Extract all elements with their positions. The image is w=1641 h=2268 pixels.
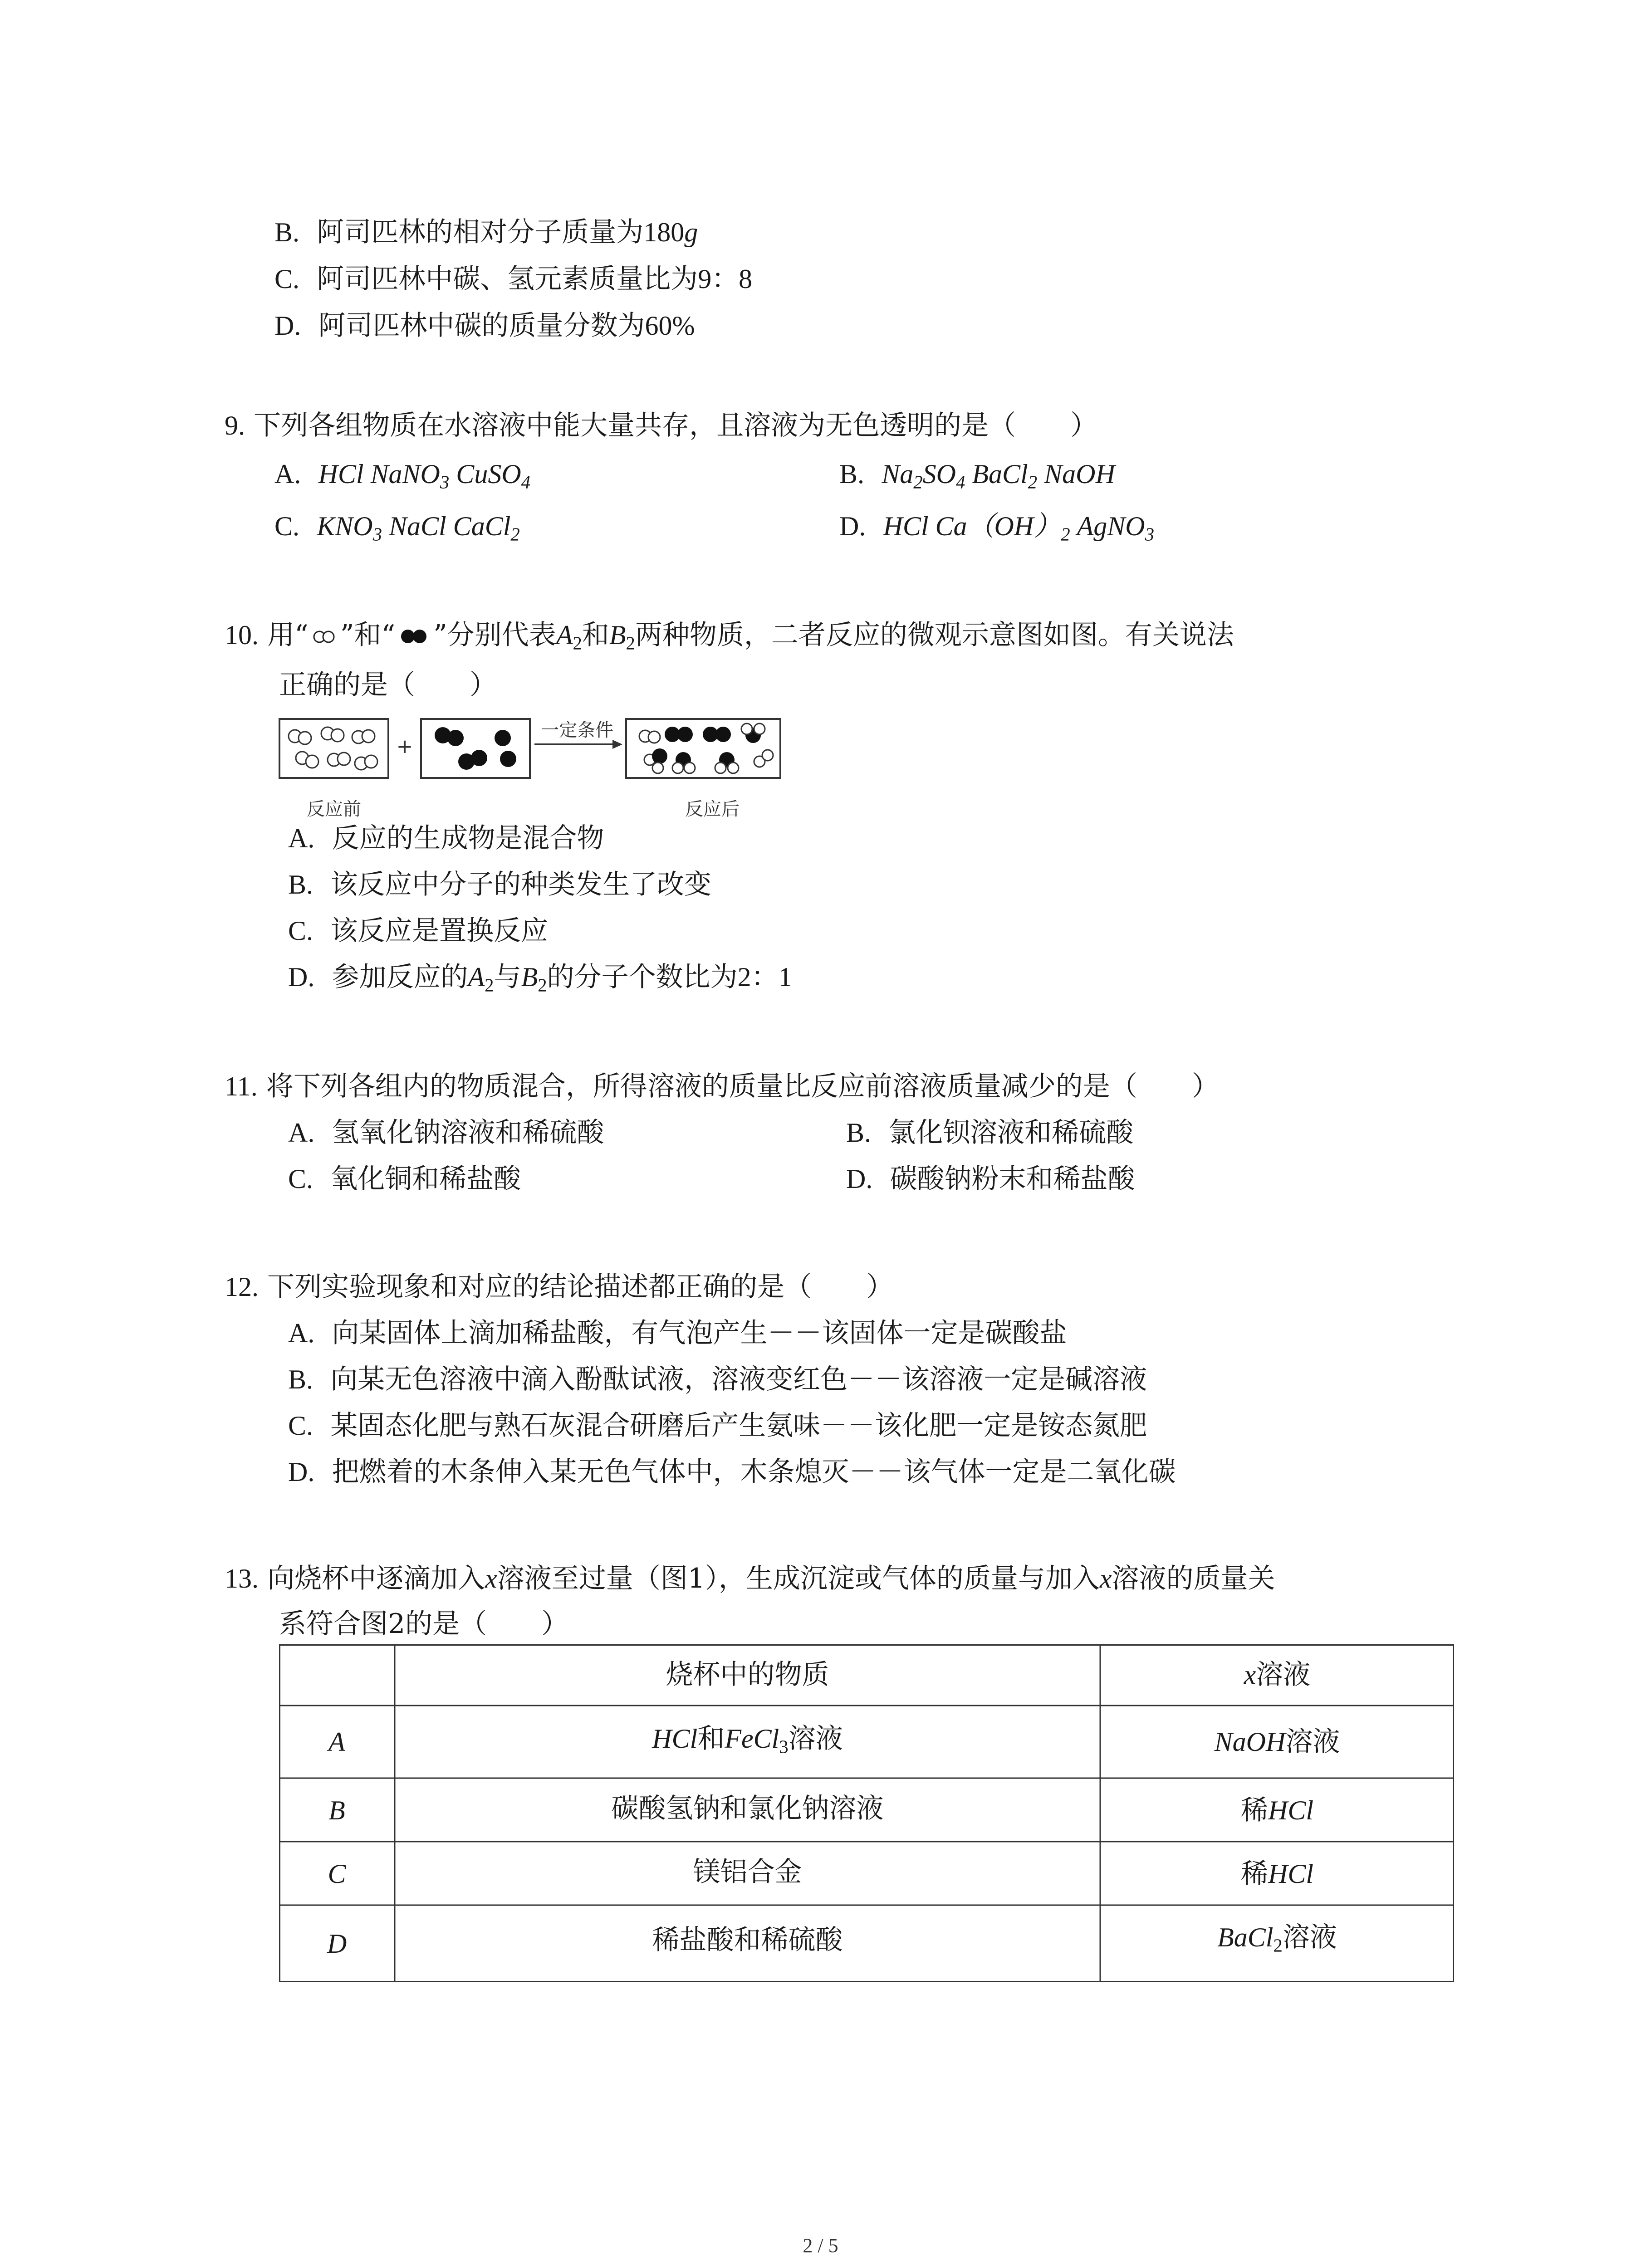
table-row-label: C [328,1859,346,1889]
table-header-x: x溶液 [1244,1659,1311,1691]
plus-sign: + [397,732,412,761]
q13-stem-line2: 系符合图2的是（ ） [279,1608,569,1640]
q12-option-b: B. 向某无色溶液中滴入酚酞试液，溶液变红色－－该溶液一定是碱溶液 [288,1364,1147,1395]
q9-option-a: A. HCl NaNO$_3$ CuSO$_4$ [274,459,531,493]
q11-option-b: B. 氯化钡溶液和稀硫酸 [846,1117,1134,1149]
table-cell-substance: HCl和FeCl$_3$溶液 [652,1723,843,1757]
q10-option-c: C. 该反应是置换反应 [288,915,549,947]
q8-option-b: B. 阿司匹林的相对分子质量为180g [274,216,698,248]
q12-stem: 12. 下列实验现象和对应的结论描述都正确的是（ ） [225,1271,894,1303]
reaction-diagram [277,714,794,832]
q11-option-a: A. 氢氧化钠溶液和稀硫酸 [288,1117,604,1149]
page-number: 2 / 5 [803,2234,838,2257]
table-cell-x: 稀HCl [1240,1794,1314,1826]
q9-option-d: D. HCl $Ca(OH)_2$ AgNO$_3$ [839,511,1155,545]
reactant-a2-box [279,719,388,778]
reaction-condition: 一定条件 [541,720,613,740]
table-cell-substance: 稀盐酸和稀硫酸 [652,1924,843,1956]
q11-option-d: D. 碳酸钠粉末和稀盐酸 [846,1163,1135,1195]
q10-option-d: D. 参加反应的$A_2$与$B_2$的分子个数比为2：1 [288,961,792,996]
q11-stem: 11. 将下列各组内的物质混合，所得溶液的质量比反应前溶液质量减少的是（ ） [225,1070,1219,1102]
table-cell-substance: 碳酸氢钠和氯化钠溶液 [611,1793,884,1824]
after-label: 反应后 [685,799,740,819]
q10-stem-line2: 正确的是（ ） [279,669,497,701]
table-cell-x: BaCl$_2$溶液 [1217,1921,1337,1956]
table-cell-x: NaOH溶液 [1214,1726,1340,1758]
q9-stem: 9. 下列各组物质在水溶液中能大量共存，且溶液为无色透明的是（ ） [225,410,1098,441]
q13-table [279,1644,1454,1982]
reactant-b2-box [421,719,530,778]
reaction-diagram-svg [277,714,794,832]
q9-option-c: C. $KNO_3$ NaCl CaCl$_2$ [274,511,520,545]
b2-molecule-icon [395,626,433,646]
table-cell-substance: 镁铝合金 [693,1856,802,1888]
table-row-label: D [327,1929,347,1959]
table-cell-x: 稀HCl [1240,1858,1314,1890]
q10-stem: 10. 用“ ”和“ ”分别代表$A_2$和$B_2$两种物质，二者反应的微观示意图如图。有关说法 [225,619,1234,654]
q9-option-b: B. $Na_2SO_4$ BaCl$_2$ NaOH [839,459,1115,493]
a2-molecule-icon [309,628,340,646]
before-label: 反应前 [307,799,361,819]
q10-option-a: A. 反应的生成物是混合物 [288,822,604,854]
table-row-label: B [328,1795,345,1825]
table-header-substance: 烧杯中的物质 [666,1659,829,1691]
q11-option-c: C. 氧化铜和稀盐酸 [288,1163,521,1195]
q8-option-d: D. 阿司匹林中碳的质量分数为60% [274,310,695,342]
q8-option-c: C. 阿司匹林中碳、氢元素质量比为9：8 [274,263,753,295]
q13-stem: 13. 向烧杯中逐滴加入x溶液至过量（图1），生成沉淀或气体的质量与加入x溶液的质量关 [225,1563,1275,1594]
q12-option-a: A. 向某固体上滴加稀盐酸，有气泡产生－－该固体一定是碳酸盐 [288,1317,1067,1349]
table-row-label: A [328,1727,345,1757]
q12-option-c: C. 某固态化肥与熟石灰混合研磨后产生氨味－－该化肥一定是铵态氮肥 [288,1410,1147,1442]
q12-option-d: D. 把燃着的木条伸入某无色气体中，木条熄灭－－该气体一定是二氧化碳 [288,1456,1176,1488]
q10-option-b: B. 该反应中分子的种类发生了改变 [288,869,712,900]
